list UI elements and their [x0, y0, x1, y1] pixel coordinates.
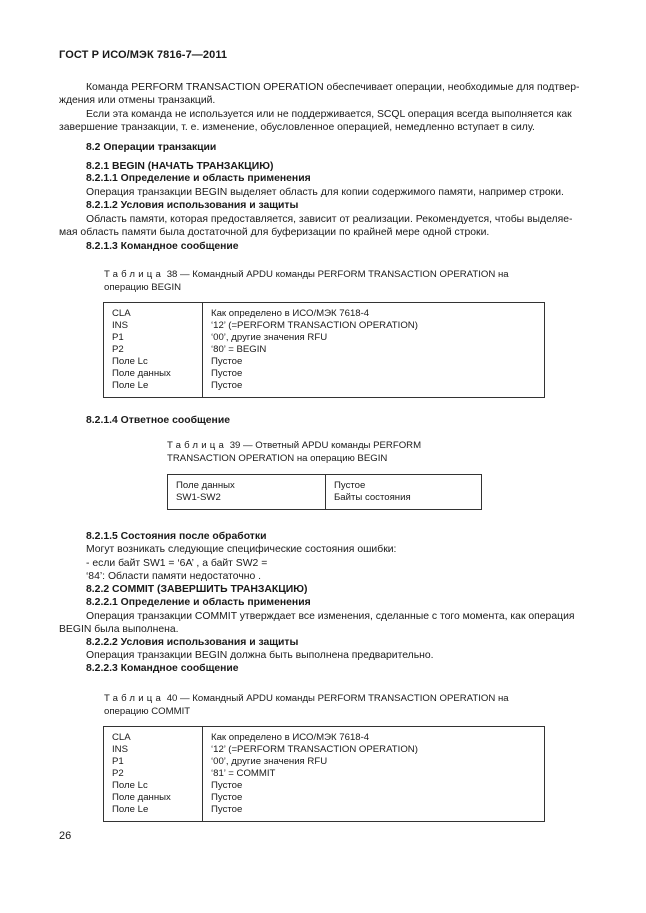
table-cell: P2 — [112, 344, 124, 355]
table-cell: Поле данных — [112, 792, 171, 803]
table-cell: Пустое — [211, 356, 243, 367]
table-cell: Как определено в ИСО/МЭК 7618-4 — [211, 732, 370, 743]
section-heading-8-2-1-1: 8.2.1.1 Определение и область применения — [86, 173, 311, 184]
document-header: ГОСТ Р ИСО/МЭК 7816-7—2011 — [59, 49, 228, 61]
table-38-left-column — [104, 303, 203, 398]
table-caption-word: Таблица — [104, 693, 165, 704]
table-cell: Пустое — [211, 780, 243, 791]
table-cell: Пустое — [211, 368, 243, 379]
section-heading-8-2-2: 8.2.2 COMMIT (ЗАВЕРШИТЬ ТРАНЗАКЦИЮ) — [86, 584, 308, 595]
table-cell: ‘12’ (=PERFORM TRANSACTION OPERATION) — [211, 320, 418, 331]
table-40-caption — [104, 693, 509, 706]
table-39-right-column — [326, 475, 482, 510]
paragraph-line: ‘84’: Области памяти недостаточно . — [86, 571, 262, 582]
table-caption-word: Таблица — [104, 269, 165, 280]
table-39-caption — [167, 440, 421, 453]
table-cell: P2 — [112, 768, 124, 779]
table-cell: ‘12’ (=PERFORM TRANSACTION OPERATION) — [211, 744, 418, 755]
section-heading-8-2-1: 8.2.1 BEGIN (НАЧАТЬ ТРАНЗАКЦИЮ) — [86, 161, 274, 172]
table-cell: Поле Lc — [112, 780, 148, 791]
table-40-right-column — [203, 727, 545, 822]
paragraph-line: ждения или отмены транзакций. — [59, 95, 216, 106]
paragraph-line: Операция транзакции BEGIN выделяет область для копии содержимого памяти, например строки. — [86, 187, 564, 198]
table-cell: SW1-SW2 — [176, 492, 221, 503]
paragraph-line: - если байт SW1 = ‘6A’ , а байт SW2 = — [86, 558, 268, 569]
paragraph-line: завершение транзакции, т. е. изменение, обусловленное операцией, немедленно вступает в силу. — [59, 122, 535, 133]
table-40-left-column — [104, 727, 203, 822]
page-number: 26 — [59, 830, 72, 842]
table-38 — [103, 302, 545, 398]
paragraph-line: BEGIN была выполнена. — [59, 624, 179, 635]
table-caption-text: 39 — Ответный APDU команды PERFORM — [229, 440, 422, 451]
table-39 — [167, 474, 482, 510]
table-caption-word: Таблица — [167, 440, 228, 451]
table-cell: ‘81’ = COMMIT — [211, 768, 276, 779]
table-cell: INS — [112, 744, 128, 755]
table-40 — [103, 726, 545, 822]
table-cell: INS — [112, 320, 128, 331]
table-caption-text: 38 — Командный APDU команды PERFORM TRANSACTION OPERATION на — [166, 269, 509, 280]
table-38-right-column — [203, 303, 545, 398]
table-38-caption-line2: операцию BEGIN — [104, 282, 182, 293]
table-cell: Пустое — [211, 804, 243, 815]
table-cell: ‘00’, другие значения RFU — [211, 756, 328, 767]
table-38-caption — [104, 269, 509, 282]
table-39-caption-line2: TRANSACTION OPERATION на операцию BEGIN — [167, 453, 388, 464]
table-39-left-column — [168, 475, 326, 510]
section-heading-8-2-2-1: 8.2.2.1 Определение и область применения — [86, 597, 311, 608]
table-caption-text: 40 — Командный APDU команды PERFORM TRANSACTION OPERATION на — [166, 693, 509, 704]
section-heading-8-2-2-3: 8.2.2.3 Командное сообщение — [86, 663, 239, 674]
table-40-caption-line2: операцию COMMIT — [104, 706, 191, 717]
table-cell: Поле Lc — [112, 356, 148, 367]
paragraph-line: Могут возникать следующие специфические состояния ошибки: — [86, 544, 397, 555]
table-cell: P1 — [112, 332, 124, 343]
paragraph-line: мая область памяти была достаточной для буферизации по крайней мере одной строки. — [59, 227, 490, 238]
paragraph-line: Команда PERFORM TRANSACTION OPERATION обеспечивает операции, необходимые для подтвер- — [86, 82, 580, 93]
table-cell: Поле Le — [112, 380, 149, 391]
table-cell: ‘00’, другие значения RFU — [211, 332, 328, 343]
table-cell: Как определено в ИСО/МЭК 7618-4 — [211, 308, 370, 319]
paragraph-line: Область памяти, которая предоставляется, зависит от реализации. Рекомендуется, чтобы выделяе- — [86, 214, 573, 225]
table-cell: Байты состояния — [334, 492, 411, 503]
table-cell: Пустое — [334, 480, 366, 491]
paragraph-line: Если эта команда не используется или не поддерживается, SCQL операция всегда выполняется как — [86, 109, 572, 120]
section-heading-8-2-2-2: 8.2.2.2 Условия использования и защиты — [86, 637, 299, 648]
table-cell: CLA — [112, 308, 131, 319]
section-heading-8-2-1-5: 8.2.1.5 Состояния после обработки — [86, 531, 267, 542]
table-cell: CLA — [112, 732, 131, 743]
table-cell: Поле Le — [112, 804, 149, 815]
paragraph-line: Операция транзакции COMMIT утверждает все изменения, сделанные с того момента, как операция — [86, 611, 575, 622]
table-cell: Поле данных — [112, 368, 171, 379]
table-cell: Пустое — [211, 792, 243, 803]
table-cell: Пустое — [211, 380, 243, 391]
table-cell: P1 — [112, 756, 124, 767]
paragraph-line: Операция транзакции BEGIN должна быть выполнена предварительно. — [86, 650, 434, 661]
section-heading-8-2: 8.2 Операции транзакции — [86, 142, 217, 153]
section-heading-8-2-1-3: 8.2.1.3 Командное сообщение — [86, 241, 239, 252]
section-heading-8-2-1-4: 8.2.1.4 Ответное сообщение — [86, 415, 230, 426]
table-cell: Поле данных — [176, 480, 235, 491]
table-cell: ‘80’ = BEGIN — [211, 344, 267, 355]
section-heading-8-2-1-2: 8.2.1.2 Условия использования и защиты — [86, 200, 299, 211]
